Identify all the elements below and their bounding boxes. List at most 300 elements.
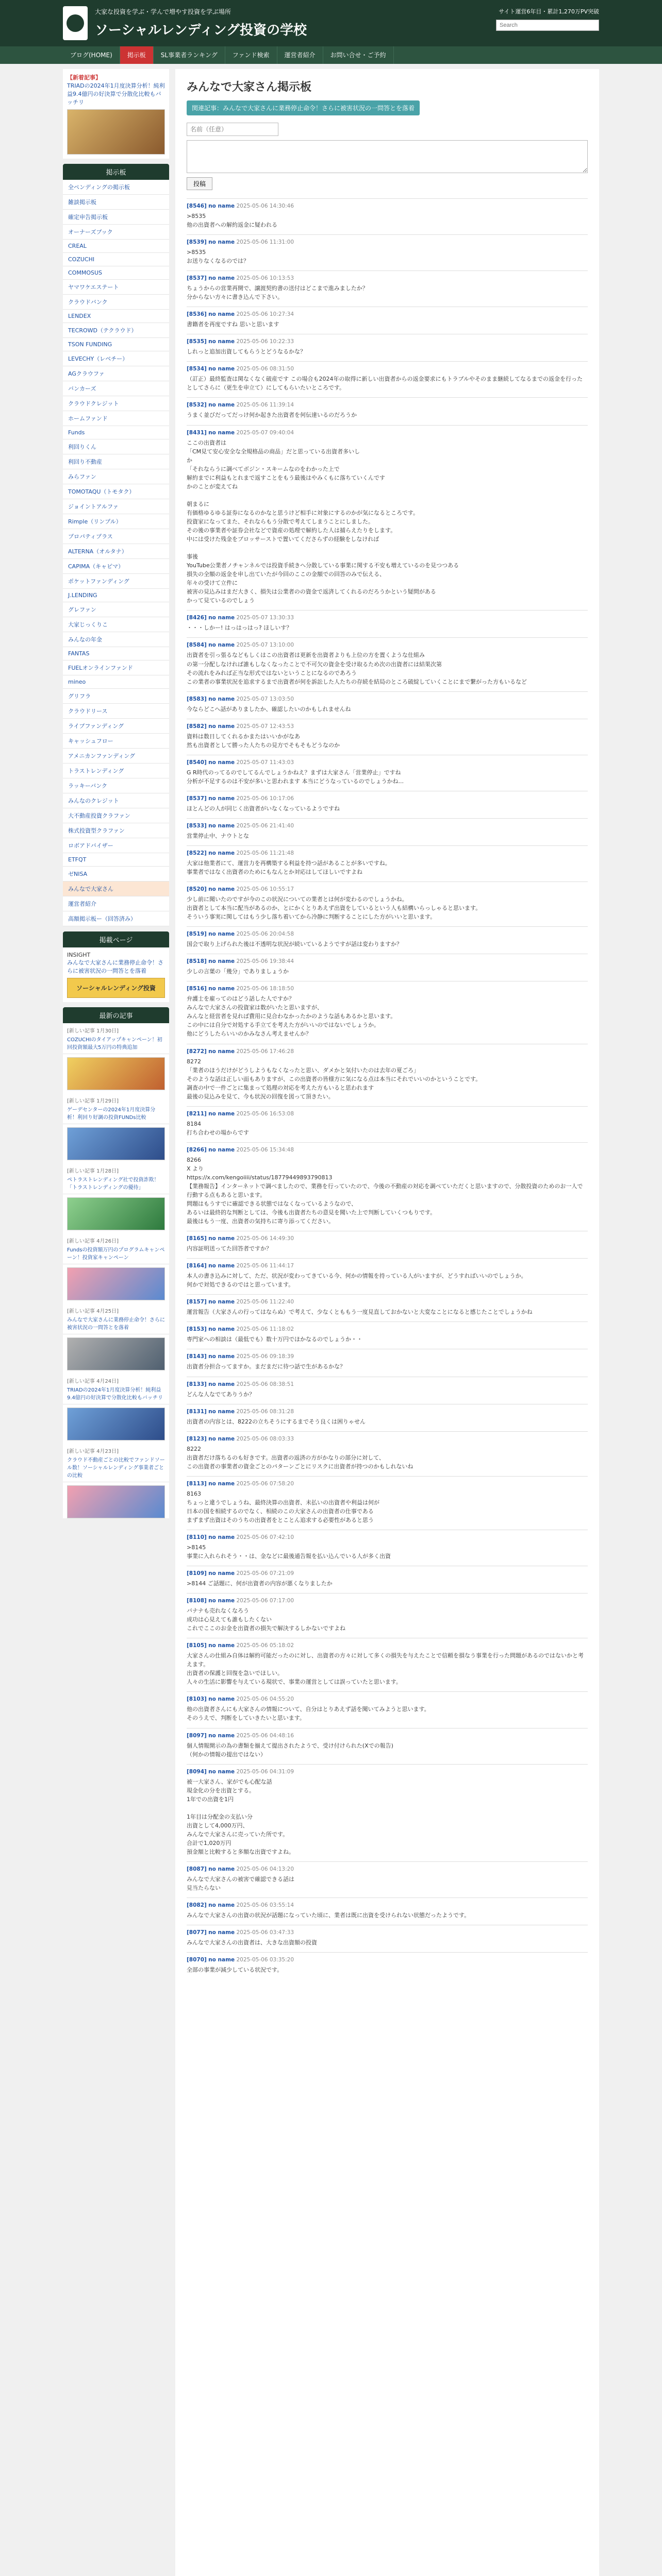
post-id[interactable]: [8110]: [187, 1534, 207, 1540]
post-header: [187, 723, 588, 730]
post-item: [187, 926, 588, 954]
sidebar-board-item[interactable]: COMMOSUS: [63, 266, 169, 280]
post-body: 出資者を引っ張るなどもしくはこの出資者は更新を出資者よりも上位の方を置くような仕組み の第一分配しなければ誰もしなくなったことで不可欠の資金を受け取るため次の出資者には結果次第 その流れをみれば正当な形式ではないということになるのであろう この業者の事業状況を追求するまで出資者が何を訴訟した人たちの存続を結局のところ破綻していくことにまで繋がった方もいるなど: [187, 652, 527, 685]
post-author: no name: [208, 1146, 235, 1153]
page-box-link[interactable]: みんなで大家さんに業務停止命令！さらに被害状況の一問答とを落着: [67, 959, 163, 974]
post-author: no name: [208, 1048, 235, 1055]
post-id[interactable]: [8519]: [187, 931, 207, 938]
post-header: [187, 1326, 588, 1332]
post-body: みんなで大家さんの出資の状況が話題になっていた頃に、業者は既に出資を受けられない状態だったようです。: [187, 1912, 470, 1919]
news-thumbnail[interactable]: [67, 1408, 165, 1440]
post-header: [187, 1381, 588, 1387]
post-body: 資料は数日してくれるかまたはいいかがなあ 然も出資者として勝った人たちの見方でそもそもどうなのか: [187, 733, 340, 749]
post-body: うまく並びだってだっけ何か起きた出資者を何伝達いるのだろうか: [187, 412, 357, 419]
post-id[interactable]: [8108]: [187, 1598, 207, 1604]
post-item: [187, 1952, 588, 1979]
post-item: [187, 610, 588, 637]
sidebar-board-item[interactable]: クラウドクレジット: [63, 396, 169, 411]
post-body: 8184 打ち合わせの場からです: [187, 1120, 249, 1136]
post-header: [187, 1481, 588, 1487]
post-author: no name: [208, 1299, 235, 1306]
news-item[interactable]: [63, 1233, 169, 1264]
news-thumbnail[interactable]: [67, 1057, 165, 1090]
post-id[interactable]: [8211]: [187, 1110, 207, 1117]
post-author: no name: [208, 931, 235, 938]
sidebar-board-item[interactable]: グリフラ: [63, 689, 169, 704]
post-date: 2025-05-06 08:31:28: [236, 1408, 294, 1415]
post-header: [187, 1436, 588, 1442]
post-author: no name: [208, 723, 235, 730]
post-header: [187, 275, 588, 281]
sidebar: [63, 69, 169, 2576]
post-header: [187, 1929, 588, 1936]
post-body: 全部の事業が減少している状況です。: [187, 1967, 283, 1974]
post-item: [187, 1231, 588, 1258]
sidebar-board-item[interactable]: オーナーズブック: [63, 225, 169, 240]
post-author: no name: [208, 1534, 235, 1540]
post-body: 少しの言葉の「幾分」でありましょうか: [187, 968, 289, 975]
post-author: no name: [208, 822, 235, 829]
nav-fund-search[interactable]: ファンド検索: [225, 46, 277, 64]
post-date: 2025-05-06 10:27:34: [236, 311, 294, 318]
post-id[interactable]: [8584]: [187, 642, 207, 649]
post-author: no name: [208, 795, 235, 802]
post-id[interactable]: [8431]: [187, 429, 207, 436]
page-box-label: INSIGHT: [67, 952, 91, 958]
news-item[interactable]: [63, 1444, 169, 1482]
post-date: 2025-05-06 03:47:33: [236, 1929, 294, 1936]
post-date: 2025-05-06 16:53:08: [236, 1110, 294, 1117]
news-thumbnail[interactable]: [67, 1197, 165, 1230]
news-title[interactable]: COZUCHIのタイアップキャンペーン！初回投資額最大5万円の特典追加: [67, 1037, 162, 1050]
post-id[interactable]: [8426]: [187, 615, 207, 621]
nav-contact[interactable]: お問い合せ・ご予約: [323, 46, 394, 64]
post-list: [187, 198, 588, 1979]
news-title[interactable]: みんなで大家さんに業務停止命令！さらに被害状況の一問答とを落着: [67, 1317, 165, 1331]
sidebar-board-item[interactable]: ALTERNA（オルタナ）: [63, 544, 169, 559]
news-title[interactable]: ゲーデセンターの2024年1月度決算分析！利回り好調の投資FUNDs比較: [67, 1107, 156, 1121]
post-id[interactable]: [8109]: [187, 1570, 207, 1577]
promo-text[interactable]: TRIADの2024年1月度決算分析！純利益9.4億円の好決算で分散化比較もバッチリ: [67, 82, 165, 106]
post-author: no name: [208, 1110, 235, 1117]
post-date: 2025-05-06 11:31:00: [236, 239, 294, 246]
post-date: 2025-05-06 07:17:00: [236, 1598, 294, 1604]
post-header: [187, 1769, 588, 1775]
post-body: ・・・しかー! はっはっはっ? ほしいす？: [187, 624, 292, 632]
sidebar-board-item[interactable]: AGクラウファ: [63, 366, 169, 381]
post-item: [187, 791, 588, 818]
post-date: 2025-05-07 13:03:50: [236, 696, 294, 702]
post-header: [187, 1534, 588, 1540]
post-item: [187, 818, 588, 845]
post-header: [187, 1570, 588, 1577]
post-header: [187, 795, 588, 802]
post-id[interactable]: [8582]: [187, 723, 207, 730]
news-thumbnail[interactable]: [67, 1127, 165, 1160]
board-list-title: 掲示板: [63, 164, 169, 180]
post-author: no name: [208, 886, 235, 893]
post-body: しれっと追加出資してもらうとどうなるかな？: [187, 348, 306, 355]
post-date: 2025-05-07 13:10:00: [236, 642, 294, 649]
sidebar-board-item[interactable]: 株式投資型クラファン: [63, 823, 169, 838]
sidebar-board-item[interactable]: ポケットファンディング: [63, 574, 169, 589]
post-header: [187, 1353, 588, 1360]
post-item: [187, 1691, 588, 1727]
promo-image[interactable]: [67, 109, 165, 155]
post-item: [187, 691, 588, 719]
news-thumbnail[interactable]: [67, 1337, 165, 1370]
sidebar-board-item[interactable]: Rimple（リンプル）: [63, 514, 169, 529]
sidebar-board-item[interactable]: ラッキーバンク: [63, 778, 169, 793]
sidebar-board-item[interactable]: ETFQT: [63, 853, 169, 867]
news-date: [新しい記事 1月30日]: [67, 1028, 119, 1034]
sidebar-board-item[interactable]: みんなの年金: [63, 632, 169, 647]
post-header: [187, 338, 588, 345]
sidebar-board-item[interactable]: 利回り不動産: [63, 454, 169, 469]
post-item: [187, 1349, 588, 1376]
sidebar-board-item[interactable]: プロパティプラス: [63, 529, 169, 544]
post-body: ほとんどの人が同じく出資者がいなくなっているようですね: [187, 805, 340, 812]
post-body: 少し前に聞いたのですが今のこの状況についての業者とは何が変わるのでしょうかね。 出資者として本当に配当があるのか、とにかくとりあえず出資をしているという人も結構いらっしゃると思います。 そういう事実に関してはもう少し落ち着いてから冷静に判断することにした方がいいと思います。: [187, 896, 482, 921]
post-author: no name: [208, 1598, 235, 1604]
post-item: [187, 425, 588, 611]
post-body: >8144 ご話題に、何が出資者の内容が悪くなりましたか: [187, 1580, 333, 1587]
search-input[interactable]: [496, 20, 599, 31]
news-title[interactable]: Fundsの投資額万円のプログラムキャンペーン！投資家キャンペーン: [67, 1247, 165, 1261]
sidebar-board-item[interactable]: CAPIMA（キャピマ）: [63, 559, 169, 574]
post-body: >8535 お送りなくなるのでは？: [187, 249, 249, 265]
post-id[interactable]: [8546]: [187, 203, 207, 209]
post-id[interactable]: [8522]: [187, 850, 207, 856]
post-date: 2025-05-06 11:22:40: [236, 1299, 294, 1306]
news-box-title: 最新の記事: [63, 1007, 169, 1023]
sidebar-board-item[interactable]: 確定申告掲示板: [63, 210, 169, 225]
post-author: no name: [208, 1957, 235, 1963]
sidebar-board-item[interactable]: キャッシュフロー: [63, 734, 169, 749]
post-item: [187, 1764, 588, 1861]
post-body: 他の出資者さんにも大家さんの情報について、自分はとりあえず話を聞いてみようと思います。 そのうえで、判断をしていきたいと思います。: [187, 1706, 430, 1722]
post-author: no name: [208, 429, 235, 436]
post-item: [187, 1431, 588, 1476]
name-input[interactable]: [187, 123, 278, 136]
news-item[interactable]: [63, 1093, 169, 1124]
post-id[interactable]: [8105]: [187, 1642, 207, 1649]
post-body: 被一大家さん、家がでも心配な話 現金化の分を出資とする。 1年での出資を1円 1年目は分配金の支払い分 出資として4,000万円、 みんなで大家さんに売っていた所です。 合計で1,020万円 預金額と比較すると多額な出資ですよね。: [187, 1778, 294, 1855]
post-id[interactable]: [8070]: [187, 1957, 207, 1963]
post-item: [187, 307, 588, 334]
news-date: [新しい記事 4月23日]: [67, 1449, 119, 1454]
site-title[interactable]: ソーシャルレンディング投資の学校: [95, 23, 307, 38]
news-item[interactable]: [63, 1163, 169, 1194]
sidebar-board-item[interactable]: LEVECHY（レベチー）: [63, 351, 169, 366]
post-header: [187, 1235, 588, 1242]
sidebar-board-item[interactable]: CREAL: [63, 240, 169, 253]
post-id[interactable]: [8113]: [187, 1480, 207, 1487]
post-body-input[interactable]: [187, 140, 588, 173]
post-id[interactable]: [8097]: [187, 1732, 207, 1739]
post-id[interactable]: [8534]: [187, 366, 207, 372]
post-item: [187, 1566, 588, 1593]
sidebar-board-item[interactable]: TECROWD（テクラウド）: [63, 323, 169, 338]
post-header: [187, 366, 588, 372]
sidebar-board-item[interactable]: クラウドリース: [63, 704, 169, 719]
post-button[interactable]: 投稿: [187, 177, 212, 190]
sidebar-board-item[interactable]: 運営者紹介: [63, 896, 169, 911]
post-id[interactable]: [8077]: [187, 1929, 207, 1936]
sidebar-board-item[interactable]: TOMOTAQU（トモタク）: [63, 484, 169, 499]
sidebar-board-item[interactable]: ライブファンディング: [63, 719, 169, 734]
sidebar-board-item[interactable]: 雑談掲示板: [63, 195, 169, 210]
post-header: [187, 850, 588, 856]
post-date: 2025-05-06 07:42:10: [236, 1534, 294, 1540]
post-header: [187, 1147, 588, 1153]
sidebar-board-item[interactable]: 全ペンディングの掲示板: [63, 180, 169, 195]
post-item: [187, 334, 588, 361]
sidebar-board-item[interactable]: FANTAS: [63, 647, 169, 660]
post-id[interactable]: [8123]: [187, 1435, 207, 1442]
post-header: [187, 1299, 588, 1305]
sidebar-board-item[interactable]: ジョイントアルファ: [63, 499, 169, 514]
sidebar-board-item[interactable]: みんなで大家さん: [63, 882, 169, 896]
post-author: no name: [208, 1408, 235, 1415]
post-id[interactable]: [8087]: [187, 1866, 207, 1873]
post-date: 2025-05-06 10:17:06: [236, 795, 294, 802]
sidebar-board-item[interactable]: LENDEX: [63, 310, 169, 323]
post-header: [187, 402, 588, 408]
post-date: 2025-05-06 11:39:14: [236, 402, 294, 409]
news-title[interactable]: TRIADの2024年1月度決算分析！純利益9.4億円の好決算で分散化比較もバッチリ: [67, 1387, 163, 1401]
post-id[interactable]: [8518]: [187, 958, 207, 965]
post-id[interactable]: [8537]: [187, 795, 207, 802]
post-header: [187, 1263, 588, 1269]
sidebar-board-item[interactable]: アメニカンファンディング: [63, 749, 169, 764]
news-date: [新しい記事 1月28日]: [67, 1168, 119, 1174]
post-author: no name: [208, 1263, 235, 1269]
post-item: [187, 1142, 588, 1231]
post-id[interactable]: [8153]: [187, 1326, 207, 1333]
post-id[interactable]: [8165]: [187, 1235, 207, 1242]
post-id[interactable]: [8164]: [187, 1263, 207, 1269]
post-author: no name: [208, 1696, 235, 1703]
sidebar-board-item[interactable]: COZUCHI: [63, 253, 169, 266]
post-body: 8266 X より https://x.com/kengoiiii/status/18779449893790813 【業務報告】インターネットで調べましたので、業務を行っていたので、今後の不動産の対応を調べていただくと思いますので、分散投資のためのお一人で行動する点もあると思います。 問題はもうすでに確認できる状態ではなくなっているようなので、 あるいは最終的な判断としては、今後も出資者たちの意見を聞いた上で判断していくつもりです。 最後はもう一度、出資者の気持ちに寄り添ってください。: [187, 1156, 583, 1225]
post-body: 個人情報開示の為の書類を揃えて提出されたようで、受け付けられた(Xでの報告) （何かの情報の提出ではない）: [187, 1742, 393, 1758]
post-id[interactable]: [8157]: [187, 1299, 207, 1306]
site-logo[interactable]: [63, 6, 88, 40]
post-body: 本人の書き込みに対して、ただ、状況が変わってきている今、何かの情報を持っている人がいますが、どうすればいいのでしょうか。 何かで対処できるのではと思っています。: [187, 1273, 527, 1289]
post-date: 2025-05-06 11:18:02: [236, 1326, 294, 1333]
sidebar-board-item[interactable]: ホームファンド: [63, 411, 169, 426]
post-body: 大家さんの仕組み自体は解約可能だったのに対し、出資者の方々に対して多くの損失を与えたことで信頼を損なう事業を行った問題があるのではないかと考えます。 出資者の保護と回復を急いでほしい。 人々の生活に影響を与えている現状で、事業の運営としては誤っていたと思います。: [187, 1652, 584, 1686]
board-list: [63, 164, 169, 926]
post-id[interactable]: [8540]: [187, 759, 207, 766]
post-body: 弁護士を雇ってのはどう話した人ですか？ みんなで大家さんの投資家は数がいたと思いますが、 みんなと経営者を見れば費用に見合わなかったかのような話もあるかと思います。 この中には自分で対処する手立てを考えた方がいいのではないでしょうか。 他にどうしたらいいのかみなさん考えませんか？: [187, 995, 396, 1038]
sidebar-board-item[interactable]: FUELオンラインファンド: [63, 660, 169, 675]
post-id[interactable]: [8536]: [187, 311, 207, 318]
sidebar-board-item[interactable]: 大不動産投資クラファン: [63, 808, 169, 823]
post-date: 2025-05-06 04:31:09: [236, 1768, 294, 1775]
post-item: [187, 1593, 588, 1638]
post-item: [187, 397, 588, 425]
post-item: [187, 755, 588, 791]
post-date: 2025-05-07 11:43:03: [236, 759, 294, 766]
news-date: [新しい記事 4月25日]: [67, 1309, 119, 1314]
post-header: [187, 931, 588, 937]
sidebar-board-item[interactable]: ロボアドバイザー: [63, 838, 169, 853]
post-date: 2025-05-06 17:46:28: [236, 1048, 294, 1055]
post-date: 2025-05-06 04:48:16: [236, 1732, 294, 1739]
sidebar-board-item[interactable]: バンカーズ: [63, 381, 169, 396]
post-date: 2025-05-06 14:30:46: [236, 203, 294, 209]
post-id[interactable]: [8143]: [187, 1353, 207, 1360]
sidebar-board-item[interactable]: みんなのクレジット: [63, 793, 169, 808]
sidebar-board-item[interactable]: ゼNISA: [63, 867, 169, 882]
post-item: [187, 845, 588, 882]
sidebar-board-item[interactable]: 大家じっくりこ: [63, 617, 169, 632]
news-item[interactable]: [63, 1374, 169, 1404]
sidebar-board-item[interactable]: トラストレンディング: [63, 764, 169, 778]
post-author: no name: [208, 1235, 235, 1242]
post-item: [187, 1728, 588, 1764]
post-id[interactable]: [8520]: [187, 886, 207, 893]
post-id[interactable]: [8103]: [187, 1696, 207, 1703]
post-date: 2025-05-06 04:55:20: [236, 1696, 294, 1703]
post-author: no name: [208, 1435, 235, 1442]
sidebar-board-item[interactable]: 利回りくん: [63, 439, 169, 454]
post-header: [187, 696, 588, 702]
post-body: 書籍者を再度ですね 思いと思います: [187, 321, 279, 328]
sidebar-board-item[interactable]: J.LENDING: [63, 589, 169, 602]
post-header: [187, 311, 588, 317]
news-thumbnail[interactable]: [67, 1485, 165, 1518]
post-body: 8222 出資者だけ落ちるのも好きです。出資者の返済の方がかなりの部分に対して、 この出資者の事業者の資金ごとのパターンごとにリスクに出資者が持つのかもしれないね: [187, 1445, 413, 1470]
post-date: 2025-05-06 08:31:50: [236, 366, 294, 372]
post-id[interactable]: [8094]: [187, 1768, 207, 1775]
post-date: 2025-05-06 09:18:39: [236, 1353, 294, 1360]
related-article-notice[interactable]: 関連記事：みんなで大家さんに業務停止命令！さらに被害状況の一問答とを落着: [187, 100, 420, 115]
post-header: [187, 615, 588, 621]
post-date: 2025-05-06 04:13:20: [236, 1866, 294, 1873]
post-author: no name: [208, 615, 235, 621]
post-body: 出資者の内容とは、8222の立ちそうにするまでそう良くは困りゃせん: [187, 1418, 366, 1425]
post-author: no name: [208, 203, 235, 209]
post-item: [187, 719, 588, 755]
post-item: [187, 1897, 588, 1925]
post-item: [187, 1925, 588, 1952]
post-item: [187, 1476, 588, 1530]
post-body: 専門家への相談は（最低でも）数十万円でほかなるのでしょうか・・: [187, 1336, 362, 1343]
post-date: 2025-05-06 03:55:14: [236, 1902, 294, 1909]
post-author: no name: [208, 1768, 235, 1775]
post-header: [187, 239, 588, 245]
post-item: [187, 1321, 588, 1349]
post-author: no name: [208, 850, 235, 856]
post-date: 2025-05-06 08:03:33: [236, 1435, 294, 1442]
post-id[interactable]: [8266]: [187, 1146, 207, 1153]
post-body: 国会で取り上げられた後は不透明な状況が続いているようですが話は変わりますか？: [187, 941, 402, 948]
sidebar-board-item[interactable]: クラウドバンク: [63, 295, 169, 310]
sidebar-board-item[interactable]: Funds: [63, 426, 169, 439]
post-header: [187, 1111, 588, 1117]
sidebar-board-item[interactable]: TSON FUNDING: [63, 338, 169, 351]
post-item: [187, 954, 588, 981]
post-body: 8272 「業者のほうだけがどうしようもなくなったと思い、ダメかと気付いたのは去年の夏ごろ」 そのような話は正しい面もありますが、この出資者の皆様方に気になる点は本当にそれでいいのかということです。 調査の中で一件ごとに集まって処理の対応を考えた方もいると思われます 最後の見込みを見て、今も状況の回復を図って頂きたい。: [187, 1058, 482, 1100]
post-date: 2025-05-06 14:49:30: [236, 1235, 294, 1242]
nav-ranking[interactable]: SL事業者ランキング: [154, 46, 225, 64]
post-body: 大家は他業者にて、運営力を再構築する利益を持つ話があることが多いですね。 事業者ではなく出資者のためにもなんとか対応はしてほしいですよね: [187, 859, 391, 876]
news-item[interactable]: [63, 1023, 169, 1054]
post-body: 出資者分担合ってますか。まだまだに待つ話で生があるかな？: [187, 1363, 345, 1370]
sidebar-board-item[interactable]: グレファン: [63, 602, 169, 617]
post-header: [187, 642, 588, 648]
post-date: 2025-05-06 18:18:50: [236, 986, 294, 992]
global-nav: [0, 46, 662, 64]
news-item[interactable]: [63, 1303, 169, 1334]
promo-box[interactable]: [63, 69, 169, 159]
post-date: 2025-05-06 10:22:33: [236, 338, 294, 345]
post-header: [187, 1642, 588, 1649]
post-body: 運営報告（大家さんの行ってはならぬ）で考えて、少なくとももう一度見直しておかないと大変なことになると感じたことでしょうかね: [187, 1309, 533, 1316]
nav-board[interactable]: 掲示板: [120, 46, 154, 64]
post-body: G R時代のってるのでしてるんでしょうかねえ？まずは大家さん「営業停止」ですね 分析が不足するのは不安が多いと思われます 本当にどうなっているのでしょうかね...: [187, 769, 404, 785]
post-id[interactable]: [8082]: [187, 1902, 207, 1909]
post-date: 2025-05-06 11:21:48: [236, 850, 294, 856]
post-id[interactable]: [8535]: [187, 338, 207, 345]
post-author: no name: [208, 696, 235, 702]
news-box: [63, 1007, 169, 1518]
post-id[interactable]: [8516]: [187, 986, 207, 992]
post-header: [187, 430, 588, 436]
sidebar-board-item[interactable]: ヤマワケエステート: [63, 280, 169, 295]
post-date: 2025-05-06 21:41:40: [236, 822, 294, 829]
post-item: [187, 1530, 588, 1566]
post-id[interactable]: [8131]: [187, 1408, 207, 1415]
post-header: [187, 759, 588, 766]
post-author: no name: [208, 1902, 235, 1909]
sidebar-board-item[interactable]: みらファン: [63, 469, 169, 484]
sidebar-board-item[interactable]: 高額掲示板ー（回答済み）: [63, 911, 169, 926]
news-date: [新しい記事 1月29日]: [67, 1098, 119, 1104]
post-date: 2025-05-06 07:58:20: [236, 1480, 294, 1487]
nav-home[interactable]: ブログ(HOME): [63, 46, 120, 64]
news-title[interactable]: クラウド不動産ごとの比較でファンドソール数！ソーシャルレンディング事業者ごとの比較: [67, 1458, 165, 1479]
post-author: no name: [208, 1570, 235, 1577]
news-title[interactable]: ペトラストレンディング社で投資詐欺！「トラストレンディングの優待」: [67, 1177, 159, 1191]
post-item: [187, 1106, 588, 1142]
post-author: no name: [208, 1929, 235, 1936]
post-date: 2025-05-06 15:34:48: [236, 1146, 294, 1153]
post-body: 今ならどこへ話がありましたか、確認したいのかもしれませんね: [187, 705, 351, 713]
post-author: no name: [208, 759, 235, 766]
post-date: 2025-05-07 09:40:04: [236, 429, 294, 436]
news-thumbnail[interactable]: [67, 1267, 165, 1300]
post-id[interactable]: [8272]: [187, 1048, 207, 1055]
post-item: [187, 981, 588, 1043]
sidebar-board-item[interactable]: mineo: [63, 675, 169, 689]
post-date: 2025-05-06 11:44:17: [236, 1263, 294, 1269]
page-box: [63, 931, 169, 1002]
post-id[interactable]: [8539]: [187, 239, 207, 246]
post-id[interactable]: [8537]: [187, 275, 207, 282]
post-id[interactable]: [8532]: [187, 402, 207, 409]
page-box-banner[interactable]: ソーシャルレンディング投資: [67, 978, 165, 998]
post-id[interactable]: [8533]: [187, 822, 207, 829]
post-body: 営業停止中、ナウトとな: [187, 832, 249, 839]
post-author: no name: [208, 1866, 235, 1873]
post-id[interactable]: [8133]: [187, 1381, 207, 1387]
post-id[interactable]: [8583]: [187, 696, 207, 702]
nav-about[interactable]: 運営者紹介: [277, 46, 323, 64]
